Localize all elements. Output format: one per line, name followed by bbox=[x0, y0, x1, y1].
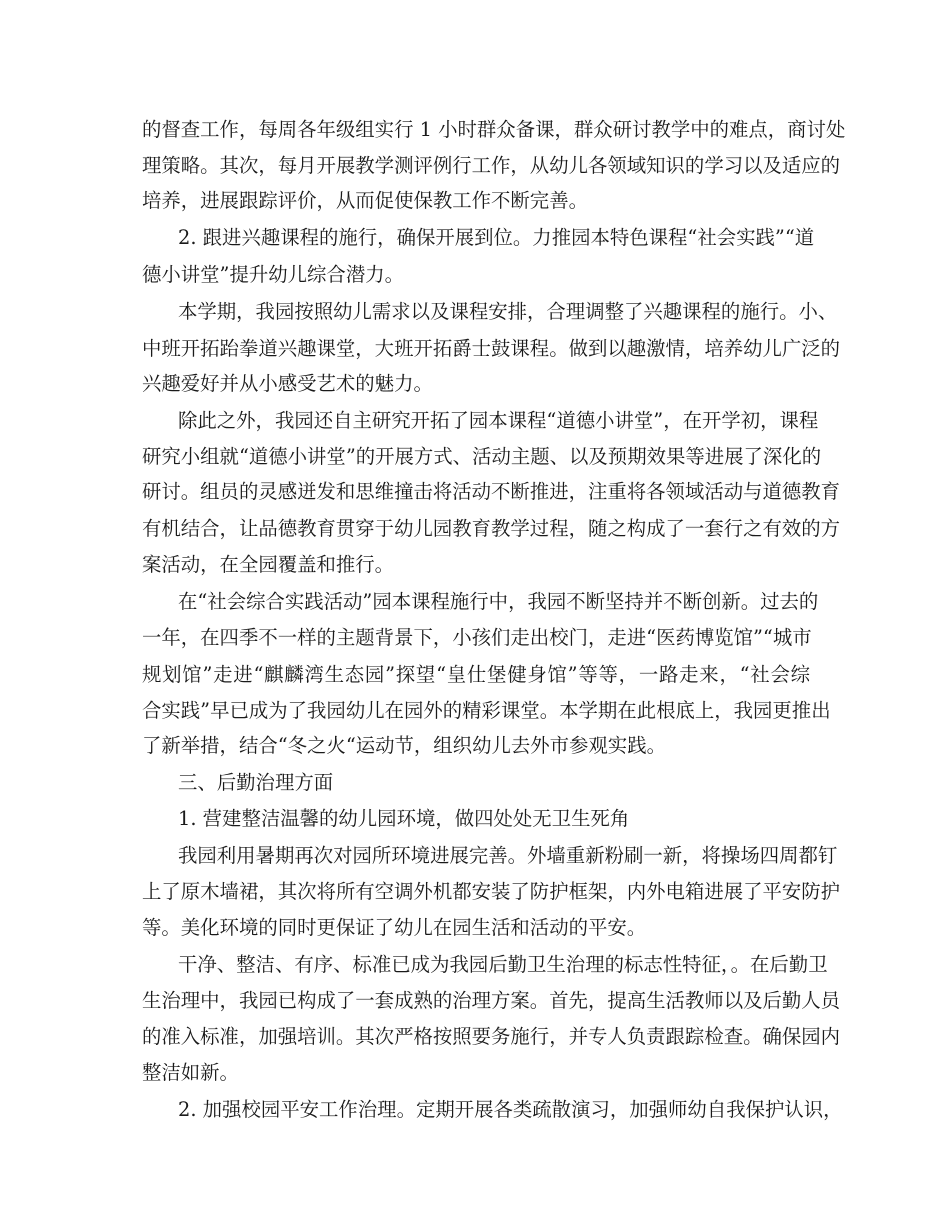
text-line: 整洁如新。 bbox=[142, 1061, 239, 1084]
text-line: 一年，在四季不一样的主题背景下，小孩们走出校门，走进“医药博览馆”“城市 bbox=[142, 626, 812, 649]
text-line: 上了原木墙裙，其次将所有空调外机都安装了防护框架，内外电箱进展了平安防护 bbox=[142, 880, 841, 903]
text-line: 德小讲堂”提升幼儿综合潜力。 bbox=[142, 263, 404, 286]
text-line: 干净、整洁、有序、标准已成为我园后勤卫生治理的标志性特征，。在后勤卫 bbox=[178, 953, 828, 976]
text-line: 的督查工作，每周各年级组实行 1 小时群众备课，群众研讨教学中的难点，商讨处 bbox=[142, 118, 846, 141]
text-line: 2. 跟进兴趣课程的施行，确保开展到位。力推园本特色课程“社会实践”“道 bbox=[178, 226, 815, 249]
text-line: 2. 加强校园平安工作治理。定期开展各类疏散演习，加强师幼自我保护认识， bbox=[178, 1098, 843, 1121]
text-line: 中班开拓跆拳道兴趣课堂，大班开拓爵士鼓课程。做到以趣激情，培养幼儿广泛的 bbox=[142, 337, 841, 360]
text-line: 合实践”早已成为了我园幼儿在园外的精彩课堂。本学期在此根底上，我园更推出 bbox=[142, 699, 831, 722]
text-line: 兴趣爱好并从小感受艺术的魅力。 bbox=[142, 372, 433, 395]
text-line: 规划馆”走进“麒麟湾生态园”探望“皇仕堡健身馆”等等，一路走来，“社会综 bbox=[142, 663, 810, 686]
text-line: 等。美化环境的同时更保证了幼儿在园生活和活动的平安。 bbox=[142, 916, 647, 939]
text-line: 生治理中，我园已构成了一套成熟的治理方案。首先，提高生活教师以及后勤人员 bbox=[142, 989, 841, 1012]
text-line: 本学期，我园按照幼儿需求以及课程安排，合理调整了兴趣课程的施行。小、 bbox=[178, 300, 838, 323]
text-line: 的准入标准，加强培训。其次严格按照要务施行，并专人负责跟踪检查。确保园内 bbox=[142, 1025, 841, 1048]
text-line: 三、后勤治理方面 bbox=[178, 771, 334, 794]
text-line: 理策略。其次，每月开展教学测评例行工作，从幼儿各领域知识的学习以及适应的 bbox=[142, 154, 841, 177]
text-line: 除此之外，我园还自主研究开拓了园本课程“道德小讲堂”，在开学初，课程 bbox=[178, 409, 819, 432]
text-line: 1. 营建整洁温馨的幼儿园环境，做四处处无卫生死角 bbox=[178, 807, 630, 830]
text-line: 培养，进展跟踪评价，从而促使保教工作不断完善。 bbox=[142, 189, 588, 212]
text-line: 我园利用暑期再次对园所环境进展完善。外墙重新粉刷一新，将操场四周都钉 bbox=[178, 844, 838, 867]
text-line: 有机结合，让品德教育贯穿于幼儿园教育教学过程，随之构成了一套行之有效的方 bbox=[142, 517, 841, 540]
text-line: 在“社会综合实践活动”园本课程施行中，我园不断坚持并不断创新。过去的 bbox=[178, 590, 819, 613]
text-line: 了新举措，结合“冬之火“运动节，组织幼儿去外市参观实践。 bbox=[142, 734, 666, 757]
text-line: 案活动，在全园覆盖和推行。 bbox=[142, 553, 395, 576]
text-line: 研讨。组员的灵感迸发和思维撞击将活动不断推进，注重将各领域活动与道德教育 bbox=[142, 480, 841, 503]
text-line: 研究小组就“道德小讲堂”的开展方式、活动主题、以及预期效果等进展了深化的 bbox=[142, 445, 822, 468]
